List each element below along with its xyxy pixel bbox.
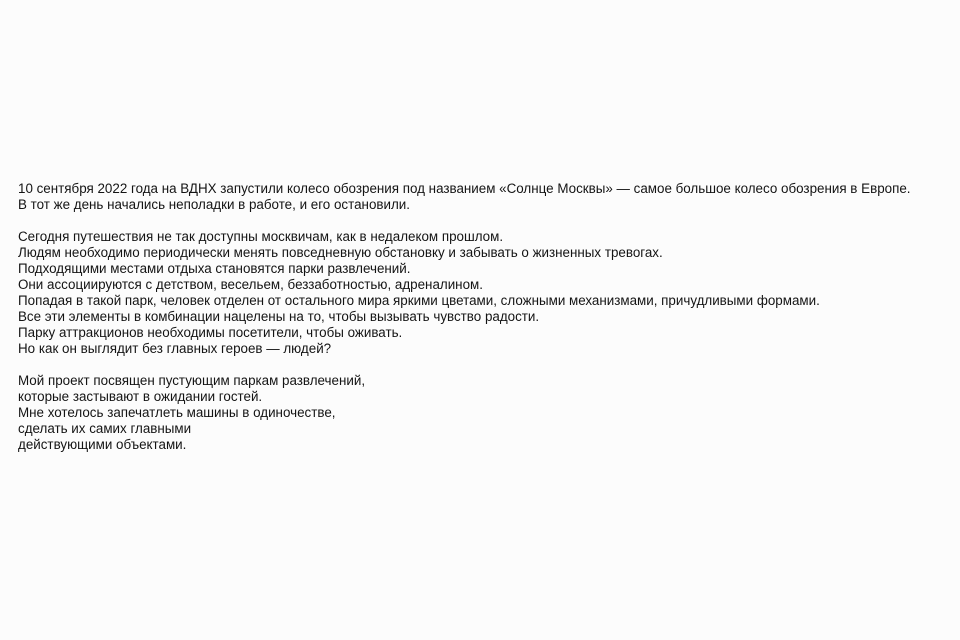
text-line: которые застывают в ожидании гостей. — [18, 389, 263, 404]
text-line: Парку аттракционов необходимы посетители, чтобы оживать. — [18, 325, 403, 340]
text-line: Подходящими местами отдыха становятся парки развлечений. — [18, 261, 411, 276]
text-line: Все эти элементы в комбинации нацелены на то, чтобы вызывать чувство радости. — [18, 309, 540, 324]
text-line: Но как он выглядит без главных героев — людей? — [18, 341, 332, 356]
paragraph-project — [18, 373, 953, 453]
text-line: Они ассоциируются с детством, весельем, беззаботностью, адреналином. — [18, 277, 483, 292]
text-block — [18, 181, 953, 453]
text-line: действующими объектами. — [18, 437, 187, 452]
text-line: Мой проект посвящен пустующим паркам развлечений, — [18, 373, 366, 388]
paragraph-intro — [18, 181, 953, 213]
text-line: Попадая в такой парк, человек отделен от остального мира яркими цветами, сложными механизмами, причудливыми формами. — [18, 293, 820, 308]
text-line: Сегодня путешествия не так доступны москвичам, как в недалеком прошлом. — [18, 229, 504, 244]
paragraph-context — [18, 229, 953, 357]
text-line: 10 сентября 2022 года на ВДНХ запустили колесо обозрения под названием «Солнце Москвы» — самое большое колесо обозрения в Европе. — [18, 181, 911, 196]
text-line: В тот же день начались неполадки в работе, и его остановили. — [18, 197, 411, 212]
text-line: Людям необходимо периодически менять повседневную обстановку и забывать о жизненных тревогах. — [18, 245, 663, 260]
text-line: Мне хотелось запечатлеть машины в одиночестве, — [18, 405, 336, 420]
text-line: сделать их самих главными — [18, 421, 192, 436]
